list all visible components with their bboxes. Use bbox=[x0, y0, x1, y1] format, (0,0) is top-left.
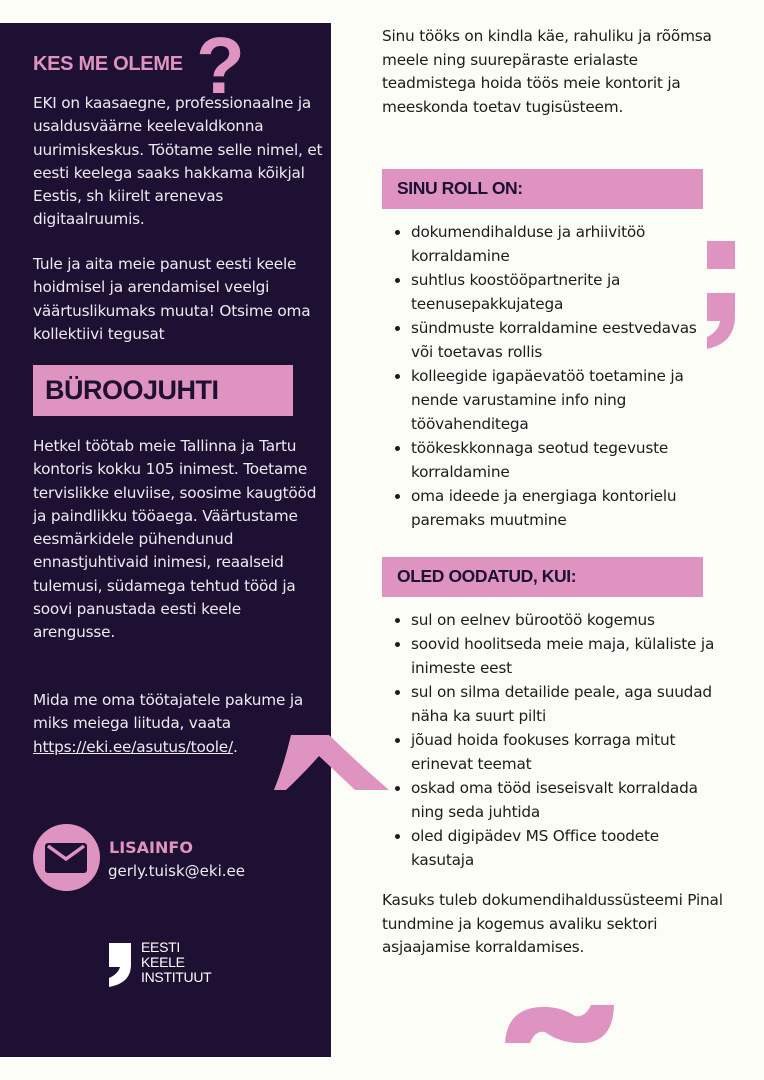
tilde-decoration bbox=[505, 1004, 615, 1044]
envelope-icon bbox=[45, 843, 87, 873]
contact-icon-circle bbox=[33, 824, 100, 891]
logo-line-3: INSTITUUT bbox=[141, 969, 212, 985]
welcome-list bbox=[382, 608, 717, 872]
role-section-title: SINU ROLL ON: bbox=[397, 178, 523, 198]
job-title: BÜROOJUHTI bbox=[45, 375, 219, 405]
bonus-text: Kasuks tuleb dokumendihaldussüsteemi Pinal tundmine ja kogemus avaliku sektori asjaajamise korraldamises. bbox=[382, 891, 723, 956]
intro-text: EKI on kaasaegne, professionaalne ja usaldusväärne keelevaldkonna uurimiskeskus. Töötame selle nimel, et eesti keelega saaks hakkama kõikjal Eestis, sh kiirelt arenevas digitaalruumis. bbox=[33, 94, 323, 229]
chevron-decoration bbox=[274, 735, 392, 793]
role-list bbox=[382, 220, 717, 532]
role-item: dokumendihalduse ja arhiivitöö korraldamine bbox=[382, 220, 717, 268]
welcome-item: sul on silma detailide peale, aga suudad näha ka suurt pilti bbox=[382, 680, 717, 728]
role-item: töökeskkonnaga seotud tegevuste korraldamine bbox=[382, 436, 717, 484]
job-title-box bbox=[33, 365, 293, 416]
offer-text: Mida me oma töötajatele pakume ja miks meiega liituda, vaata bbox=[33, 691, 304, 733]
role-intro-text: Sinu tööks on kindla käe, rahuliku ja rõõmsa meele ning suurepäraste erialaste teadmistega hoida töös meie kontorit ja meeskonda toetav tugisüsteem. bbox=[382, 27, 712, 116]
offer-link-suffix: . bbox=[232, 737, 238, 756]
role-section-header bbox=[382, 169, 703, 209]
role-item: suhtlus koostööpartnerite ja teenusepakkujatega bbox=[382, 268, 717, 316]
welcome-item: sul on eelnev bürootöö kogemus bbox=[382, 608, 717, 632]
eki-logo-text bbox=[141, 940, 211, 985]
chevron-shape bbox=[274, 735, 389, 790]
welcome-section-title: OLED OODATUD, KUI: bbox=[397, 566, 577, 586]
about-text: Hetkel töötab meie Tallinna ja Tartu kontoris kokku 105 inimest. Toetame tervislikke eluviise, soosime kaugtööd ja paindlikku tööaega. Väärtustame eesmärkidele pühendunud ennastjuhtivaid inimesi, reaalseid tulemusi, südamega tehtud tööd ja soovi panustada eesti keele arengusse. bbox=[33, 437, 317, 642]
role-item: sündmuste korraldamine eestvedavas või toetavas rollis bbox=[382, 316, 717, 364]
contact-email[interactable]: gerly.tuisk@eki.ee bbox=[108, 862, 245, 880]
role-item: oma ideede ja energiaga kontorielu paremaks muutmine bbox=[382, 484, 717, 532]
logo-line-1: EESTI bbox=[141, 939, 180, 955]
contact-label: LISAINFO bbox=[109, 838, 193, 857]
welcome-item: jõuad hoida fookuses korraga mitut erinevat teemat bbox=[382, 728, 717, 776]
intro-title: KES ME OLEME bbox=[33, 53, 183, 75]
role-item: kolleegide igapäevatöö toetamine ja nende varustamine info ning töövahenditega bbox=[382, 364, 717, 436]
semicolon-decoration bbox=[707, 241, 737, 351]
welcome-section-header bbox=[382, 557, 703, 597]
invite-text: Tule ja aita meie panust eesti keele hoidmisel ja arendamisel veelgi väärtuslikumaks muuta! Otsime oma kollektiivi tegusat bbox=[33, 255, 311, 343]
careers-link[interactable]: https://eki.ee/asutus/toole/ bbox=[33, 737, 233, 756]
eki-logo-comma bbox=[108, 943, 132, 988]
welcome-item: oled digipädev MS Office toodete kasutaja bbox=[382, 824, 717, 872]
logo-line-2: KEELE bbox=[141, 954, 185, 970]
welcome-item: oskad oma tööd iseseisvalt korraldada ning seda juhtida bbox=[382, 776, 717, 824]
welcome-item: soovid hoolitseda meie maja, külaliste ja inimeste eest bbox=[382, 632, 717, 680]
question-mark-decoration: ? bbox=[196, 21, 245, 110]
